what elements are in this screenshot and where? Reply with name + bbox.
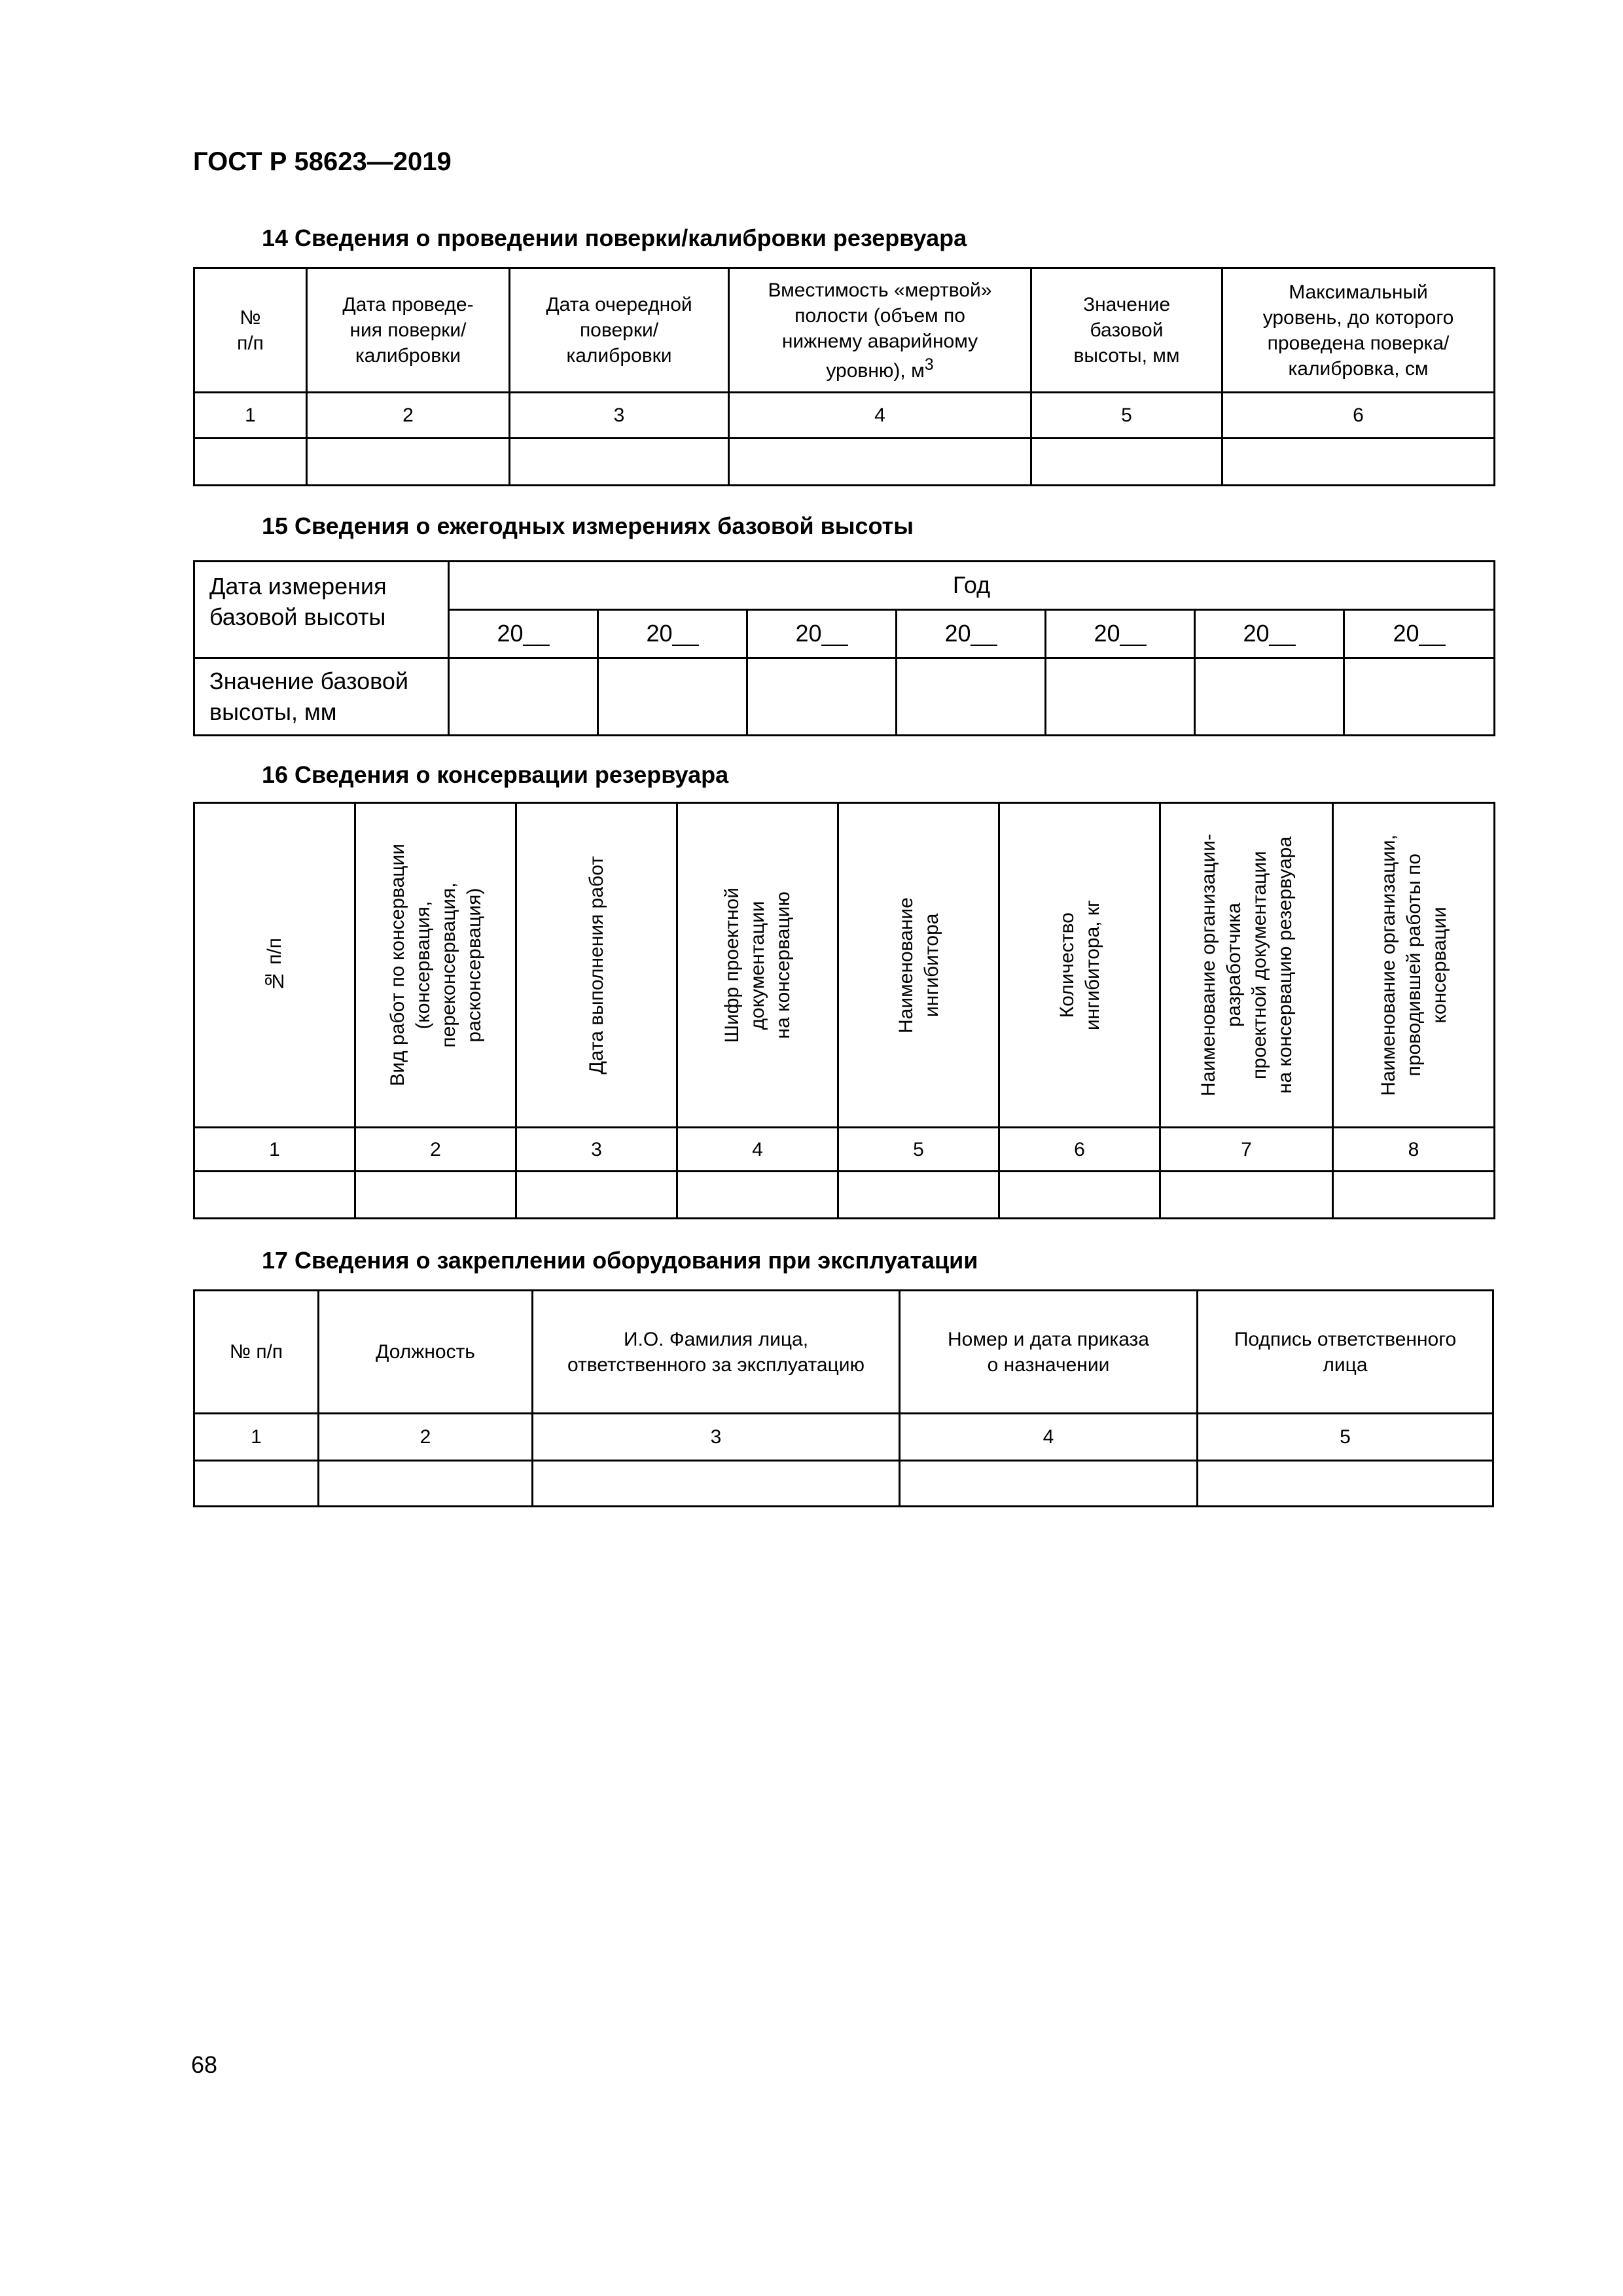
column-header: Должность: [319, 1291, 533, 1414]
column-header: [677, 803, 838, 1128]
column-header: И.О. Фамилия лица, ответственного за эксплуатацию: [533, 1291, 900, 1414]
superscript: 3: [924, 355, 934, 374]
empty-cell: [194, 1172, 355, 1219]
empty-cell: [1195, 658, 1344, 736]
column-header: [729, 268, 1031, 393]
empty-cell: [1198, 1461, 1493, 1507]
column-number: 1: [194, 393, 307, 439]
section-17-title: 17 Сведения о закреплении оборудования при эксплуатации: [262, 1247, 978, 1274]
column-header: [838, 803, 999, 1128]
base-height-value-label: Значение базовой высоты, мм: [194, 658, 449, 736]
column-number: 5: [1031, 393, 1222, 439]
measurement-date-label: Дата измерения базовой высоты: [194, 562, 449, 658]
column-number: 6: [1222, 393, 1495, 439]
empty-cell: [1046, 658, 1195, 736]
table-row: [194, 1461, 1493, 1507]
empty-cell: [194, 1461, 319, 1507]
column-header: Дата проведе- ния поверки/ калибровки: [307, 268, 510, 393]
empty-cell: [449, 658, 598, 736]
section-16-title: 16 Сведения о консервации резервуара: [262, 761, 729, 788]
empty-cell: [677, 1172, 838, 1219]
column-header: [355, 803, 516, 1128]
empty-cell: [533, 1461, 900, 1507]
column-header-text: Количество ингибитора, кг: [1056, 899, 1103, 1031]
year-cell: 20__: [1344, 610, 1495, 658]
column-header: Номер и дата приказа о назначении: [900, 1291, 1198, 1414]
column-number-row: [194, 1414, 1493, 1461]
table-row: [194, 658, 1495, 736]
column-header: Подпись ответственного лица: [1198, 1291, 1493, 1414]
column-number: 4: [900, 1414, 1198, 1461]
column-header-text: Шифр проектной документации на консервацию: [721, 887, 794, 1043]
column-header-text: Наименование организации, проводившей работы по консервации: [1377, 834, 1450, 1096]
year-cell: 20__: [1046, 610, 1195, 658]
table-header-row: [194, 1291, 1493, 1414]
column-header: [999, 803, 1160, 1128]
empty-cell: [900, 1461, 1198, 1507]
column-header: [516, 803, 677, 1128]
year-header: Год: [449, 562, 1495, 610]
empty-cell: [1333, 1172, 1495, 1219]
table-header-row: [194, 803, 1495, 1128]
equipment-assignment-table: [193, 1289, 1494, 1507]
column-number-row: [194, 1128, 1495, 1172]
empty-cell: [897, 658, 1046, 736]
empty-cell: [355, 1172, 516, 1219]
column-header: [194, 803, 355, 1128]
calibration-table: [193, 267, 1495, 486]
table-row: [194, 439, 1495, 486]
column-header: № п/п: [194, 268, 307, 393]
column-number: 3: [516, 1128, 677, 1172]
empty-cell: [510, 439, 729, 486]
empty-cell: [516, 1172, 677, 1219]
column-number: 1: [194, 1128, 355, 1172]
year-cell: 20__: [598, 610, 747, 658]
column-number: 1: [194, 1414, 319, 1461]
empty-cell: [194, 439, 307, 486]
column-header: Значение базовой высоты, мм: [1031, 268, 1222, 393]
column-header: № п/п: [194, 1291, 319, 1414]
year-cell: 20__: [897, 610, 1046, 658]
column-number: 2: [355, 1128, 516, 1172]
page-number: 68: [191, 2051, 218, 2078]
column-number: 4: [729, 393, 1031, 439]
column-number: 5: [838, 1128, 999, 1172]
empty-cell: [1031, 439, 1222, 486]
column-number: 8: [1333, 1128, 1495, 1172]
empty-cell: [838, 1172, 999, 1219]
column-header-text: № п/п: [264, 938, 285, 992]
column-number: 5: [1198, 1414, 1493, 1461]
empty-cell: [1344, 658, 1495, 736]
column-number: 7: [1160, 1128, 1333, 1172]
column-number: 2: [319, 1414, 533, 1461]
column-number: 3: [510, 393, 729, 439]
table-row: [194, 562, 1495, 610]
column-header: Максимальный уровень, до которого проведена поверка/ калибровка, см: [1222, 268, 1495, 393]
empty-cell: [1222, 439, 1495, 486]
column-header-text: Вид работ по консервации (консервация, переконсервация, расконсервация): [386, 844, 485, 1086]
empty-cell: [747, 658, 897, 736]
table-header-row: [194, 268, 1495, 393]
section-14-title: 14 Сведения о проведении поверки/калибровки резервуара: [262, 224, 967, 251]
column-header-text: Вместимость «мертвой» полости (объем по нижнему аварийному уровню), м: [768, 279, 992, 382]
table-row: [194, 1172, 1495, 1219]
section-15-title: 15 Сведения о ежегодных измерениях базовой высоты: [262, 512, 914, 539]
empty-cell: [598, 658, 747, 736]
column-number: 6: [999, 1128, 1160, 1172]
column-header-text: Дата выполнения работ: [586, 855, 607, 1075]
conservation-table: [193, 802, 1495, 1219]
document-header: ГОСТ Р 58623—2019: [193, 147, 452, 176]
empty-cell: [999, 1172, 1160, 1219]
column-header: [1160, 803, 1333, 1128]
column-number: 3: [533, 1414, 900, 1461]
column-header-text: Наименование ингибитора: [895, 897, 942, 1033]
column-number-row: [194, 393, 1495, 439]
empty-cell: [307, 439, 510, 486]
empty-cell: [729, 439, 1031, 486]
column-number: 4: [677, 1128, 838, 1172]
column-header: [1333, 803, 1495, 1128]
year-cell: 20__: [449, 610, 598, 658]
column-number: 2: [307, 393, 510, 439]
column-header-text: Наименование организации- разработчика проектной документации на консервацию резервуара: [1197, 833, 1296, 1097]
year-cell: 20__: [747, 610, 897, 658]
empty-cell: [1160, 1172, 1333, 1219]
empty-cell: [319, 1461, 533, 1507]
year-cell: 20__: [1195, 610, 1344, 658]
column-header: Дата очередной поверки/ калибровки: [510, 268, 729, 393]
base-height-table: [193, 560, 1495, 736]
